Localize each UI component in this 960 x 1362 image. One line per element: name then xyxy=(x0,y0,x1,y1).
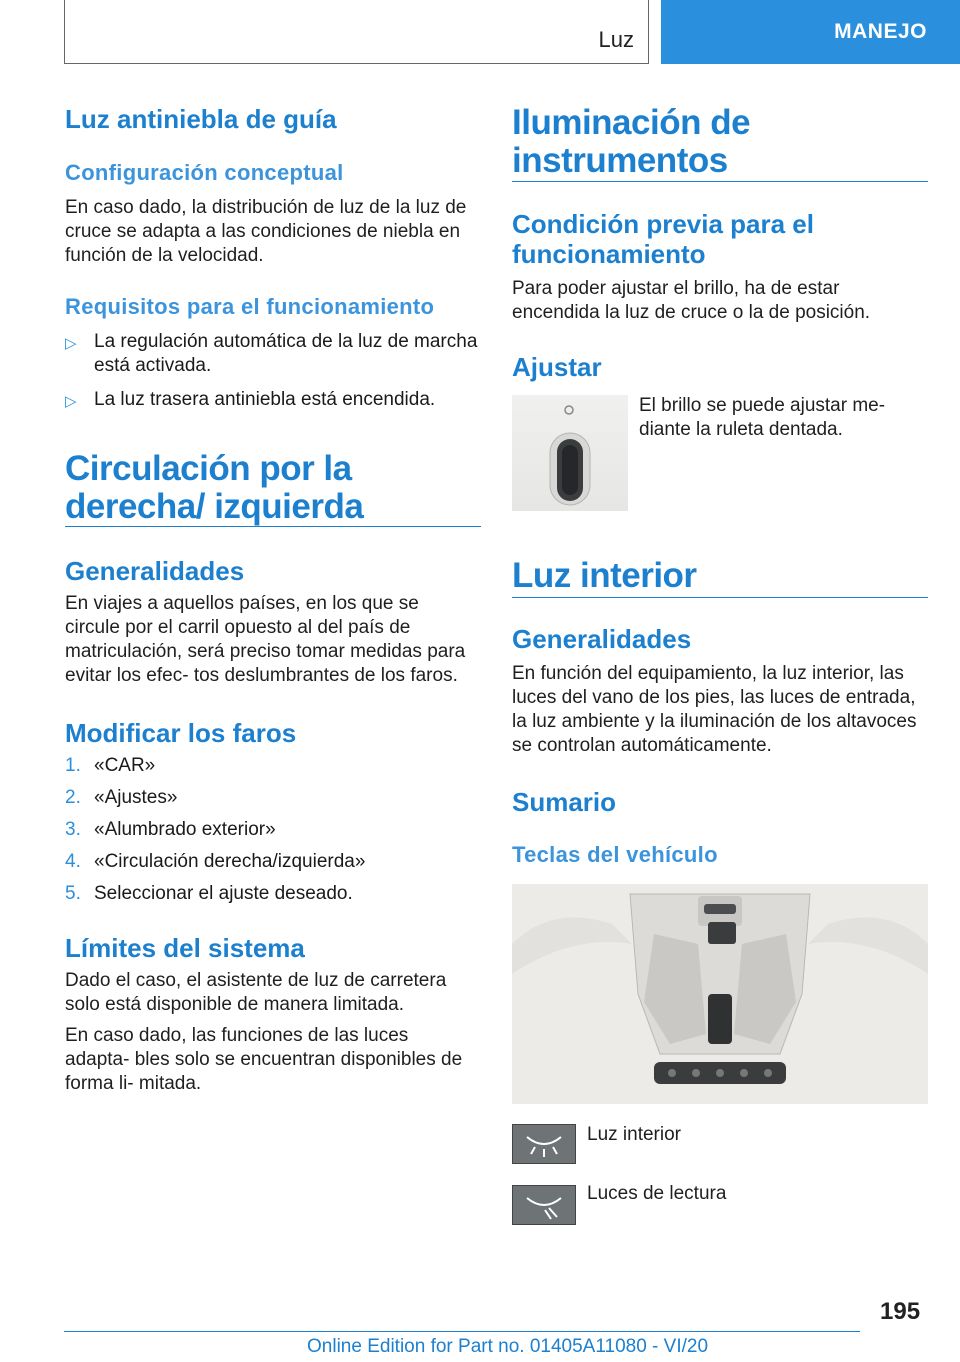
list-item xyxy=(65,818,481,842)
step-text: Seleccionar el ajuste deseado. xyxy=(94,883,353,904)
luz-interior-heading: Luz interior xyxy=(512,556,697,595)
section-divider xyxy=(512,181,928,182)
generalidades-text-right: En función del equipamiento, la luz interior, las luces del vano de los pies, las luces de entrada, la luz ambiente y la iluminación de los altavoces se controlan automáticamente. xyxy=(512,663,917,756)
list-item xyxy=(65,388,481,414)
step-text: «Ajustes» xyxy=(94,787,178,808)
header-section-title: Luz xyxy=(598,27,634,52)
footer-divider xyxy=(64,1331,860,1332)
luz-antiniebla-heading: Luz antiniebla de guía xyxy=(65,104,337,134)
sumario-heading: Sumario xyxy=(512,787,617,817)
list-item-text: La regulación automática de la luz de marcha está activada. xyxy=(94,331,478,376)
overhead-console-illustration xyxy=(512,884,928,1104)
limites-text-2: En caso dado, las funciones de las luces adapta‐ bles solo se encuentran disponibles de forma li‐ mitada. xyxy=(65,1025,463,1094)
list-item xyxy=(65,754,481,778)
step-number: 2. xyxy=(65,787,81,808)
section-divider xyxy=(65,526,481,527)
interior-light-label: Luz interior xyxy=(587,1124,681,1145)
step-number: 3. xyxy=(65,819,81,840)
teclas-heading: Teclas del vehículo xyxy=(512,842,718,867)
requisitos-list xyxy=(65,330,481,414)
dimmer-wheel-image xyxy=(512,395,628,511)
config-heading: Configuración conceptual xyxy=(65,160,344,185)
overhead-console-image xyxy=(512,884,928,1104)
reading-light-icon xyxy=(512,1185,576,1225)
circulacion-heading: Circulación por la derecha/ izquierda xyxy=(65,449,364,526)
condicion-heading: Condición previa para el funcionamiento xyxy=(512,209,814,269)
list-item xyxy=(65,850,481,874)
triangle-bullet-icon: ▷ xyxy=(65,393,77,410)
condicion-text: Para poder ajustar el brillo, ha de estar encendida la luz de cruce o la de posición. xyxy=(512,278,871,323)
limites-text-1: Dado el caso, el asistente de luz de carretera solo está disponible de manera limitada. xyxy=(65,970,447,1015)
thumbwheel-icon xyxy=(512,395,628,511)
header-section-box xyxy=(64,0,649,64)
generalidades-heading-right: Generalidades xyxy=(512,624,692,654)
page-number: 195 xyxy=(880,1298,921,1325)
section-divider xyxy=(512,597,928,598)
list-item-text: La luz trasera antiniebla está encendida. xyxy=(94,389,436,410)
ajustar-text: El brillo se puede ajustar me‐ diante la ruleta dentada. xyxy=(639,395,886,440)
step-text: «Alumbrado exterior» xyxy=(94,819,276,840)
iluminacion-heading: Iluminación de instrumentos xyxy=(512,103,751,180)
reading-light-label: Luces de lectura xyxy=(587,1183,727,1204)
list-item xyxy=(65,882,481,906)
list-item xyxy=(65,786,481,810)
step-text: «Circulación derecha/izquierda» xyxy=(94,851,366,872)
step-text: «CAR» xyxy=(94,755,156,776)
step-number: 5. xyxy=(65,883,81,904)
step-number: 1. xyxy=(65,755,81,776)
footer-edition-text: Online Edition for Part no. 01405A11080 - VI/20 xyxy=(307,1336,709,1357)
interior-light-icon xyxy=(512,1124,576,1164)
header-chapter-tab: MANEJO xyxy=(661,0,960,64)
triangle-bullet-icon: ▷ xyxy=(65,335,77,352)
generalidades-heading: Generalidades xyxy=(65,556,245,586)
modificar-steps-list xyxy=(65,754,481,906)
generalidades-text: En viajes a aquellos países, en los que se circule por el carril opuesto al del país de matriculación, será preciso tomar medidas para evitar los efec‐ tos deslumbrantes de los faros. xyxy=(65,593,466,686)
modificar-faros-heading: Modificar los faros xyxy=(65,718,297,748)
requisitos-heading: Requisitos para el funcionamiento xyxy=(65,294,435,319)
list-item xyxy=(65,330,481,378)
ajustar-heading: Ajustar xyxy=(512,352,602,382)
step-number: 4. xyxy=(65,851,81,872)
config-text: En caso dado, la distribución de luz de la luz de cruce se adapta a las condiciones de niebla en función de la velocidad. xyxy=(65,197,467,266)
limites-heading: Límites del sistema xyxy=(65,933,305,963)
